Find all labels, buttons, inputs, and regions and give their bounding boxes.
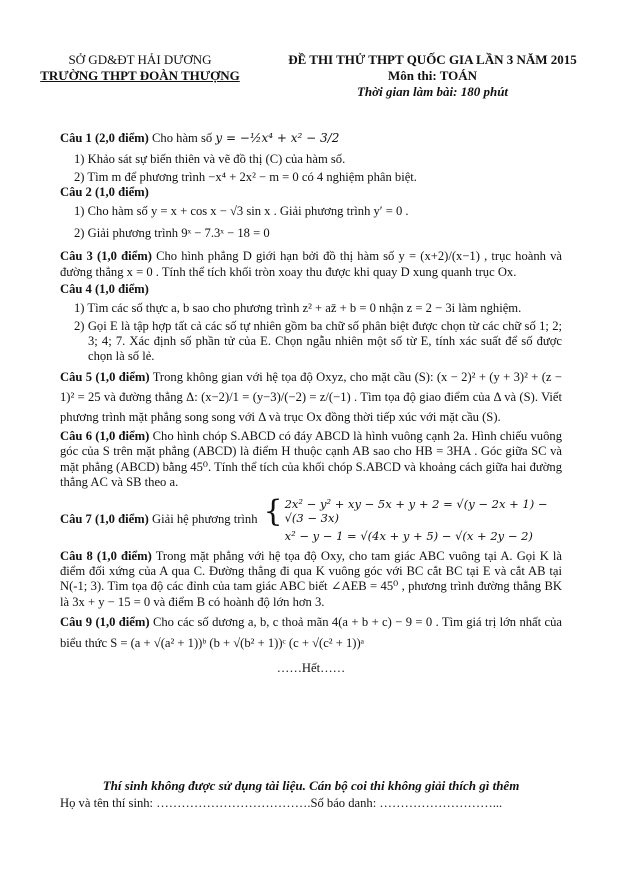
question-6-text: Cho hình chóp S.ABCD có đáy ABCD là hình vuông cạnh 2a. Hình chiếu vuông góc của S trên mặt phẳng (ABCD) là điểm H thuộc cạnh AB sao cho HB = 3HA . Góc giữa SC và mặt phẳng (ABCD) bằng 45⁰. Tính thể tích của khối chóp S.ABCD và khoảng cách giữa hai đường thẳng AC và SB theo a. [60, 429, 562, 490]
question-1-item-2: 2) Tìm m để phương trình −x⁴ + 2x² − m = 0 có 4 nghiệm phân biệt. [74, 169, 417, 184]
question-9-text: Cho các số dương a, b, c thoả mãn 4(a + b + c) − 9 = 0 . Tìm giá trị lớn nhất của biểu thức S = (a + √(a² + 1))ᵇ (b + √(b² + 1))ᶜ (c + √(c² + 1))ᵃ [60, 615, 562, 651]
question-3-head: Câu 3 (1,0 điểm) [60, 249, 152, 264]
question-9 [60, 612, 562, 655]
question-3-text: Cho hình phẳng D giới hạn bởi đồ thị hàm số y = (x+2)/(x−1) , trục hoành và đường thẳng x = 0 . Tính thể tích khối tròn xoay thu được khi quay D xung quanh trục Ox. [60, 249, 562, 279]
question-5-text: Trong không gian với hệ tọa độ Oxyz, cho mặt cầu (S): (x − 2)² + (y + 3)² + (z − 1)² = 25 và đường thẳng Δ: (x−2)/1 = (y−3)/(−2) = z/(−1) . Tìm tọa độ giao điểm của Δ và (S). Viết phương trình mặt phẳng song song với Δ và trục Ox đồng thời tiếp xúc với mặt cầu (S). [60, 369, 562, 424]
exam-footer [60, 778, 562, 811]
question-2-head: Câu 2 (1,0 điểm) [60, 185, 149, 200]
question-5-head: Câu 5 (1,0 điểm) [60, 369, 150, 384]
question-7-intro: Giải hệ phương trình [152, 511, 258, 526]
question-2 [60, 185, 562, 241]
question-6-head: Câu 6 (1,0 điểm) [60, 429, 150, 444]
question-9-head: Câu 9 (1,0 điểm) [60, 615, 150, 630]
question-1-formula: y = −½x⁴ + x² − 3/2 [215, 131, 340, 145]
question-6 [60, 429, 562, 490]
question-8 [60, 549, 562, 610]
subject: Môn thi: TOÁN [387, 67, 478, 83]
question-4-head: Câu 4 (1,0 điểm) [60, 281, 149, 296]
question-1-intro: Cho hàm số [152, 131, 213, 145]
question-1-head: Câu 1 (2,0 điểm) [60, 131, 149, 145]
question-7 [60, 493, 562, 543]
exam-title: ĐỀ THI THỬ THPT QUỐC GIA LẦN 3 NĂM 2015 [288, 52, 577, 67]
question-5 [60, 367, 562, 427]
school-name: TRƯỜNG THPT ĐOÀN THƯỢNG [40, 67, 240, 83]
time-limit: Thời gian làm bài: 180 phút [356, 83, 509, 99]
system-brace: { [263, 493, 283, 529]
question-1-item-1: 1) Khảo sát sự biến thiên và vẽ đồ thị (C) của hàm số. [74, 152, 346, 167]
question-1 [60, 131, 562, 185]
question-8-text: Trong mặt phẳng với hệ tọa độ Oxy, cho tam giác ABC vuông tại A. Gọi K là điểm đối xứng của A qua C. Đường thẳng đi qua K vuông góc với BC cắt BC tại E và cắt AB tại N(-1; 3). Tìm tọa độ các đỉnh của tam giác ABC biết ∠AEB = 45⁰ , phương trình đường thẳng BK là 3x + y − 15 = 0 và điểm B có hoành độ lớn hơn 3. [60, 548, 563, 609]
questions [60, 127, 562, 676]
school-header [40, 52, 240, 84]
question-7-head: Câu 7 (1,0 điểm) [60, 511, 149, 526]
candidate-info-line: Họ và tên thí sinh: ……………………………….Số báo danh: ………………………... [60, 795, 503, 810]
question-2-item-2: 2) Giải phương trình 9ˣ − 7.3ˣ − 18 = 0 [74, 225, 270, 240]
question-4-item-1: 1) Tìm các số thực a, b sao cho phương trình z² + az̄ + b = 0 nhận z = 2 − 3i làm nghiệm. [74, 301, 522, 316]
question-8-head: Câu 8 (1,0 điểm) [60, 548, 152, 563]
exam-header [270, 52, 595, 100]
question-7-equation-2: x² − y − 1 = √(4x + y + 5) − √(x + 2y − 2) [284, 528, 533, 543]
question-4-item-2: 2) Gọi E là tập hợp tất cả các số tự nhiên gồm ba chữ số phân biệt được chọn từ các chữ số 1; 2; 3; 4; 7. Xác định số phần tử của E. Chọn ngẫu nhiên một số từ E, tính xác suất để số được chọn là số lẻ. [74, 318, 562, 364]
department-name: SỞ GD&ĐT HẢI DƯƠNG [68, 52, 212, 67]
footer-note: Thí sinh không được sử dụng tài liệu. Cán bộ coi thi không giải thích gì thêm [102, 778, 520, 793]
question-2-item-1: 1) Cho hàm số y = x + cos x − √3 sin x . Giải phương trình y′ = 0 . [74, 204, 409, 219]
question-7-equation-1: 2x² − y² + xy − 5x + y + 2 = √(y − 2x + 1) − √(3 − 3x) [284, 496, 548, 525]
end-mark: ……Hết…… [276, 660, 346, 675]
question-3 [60, 249, 562, 280]
question-4 [60, 282, 562, 365]
